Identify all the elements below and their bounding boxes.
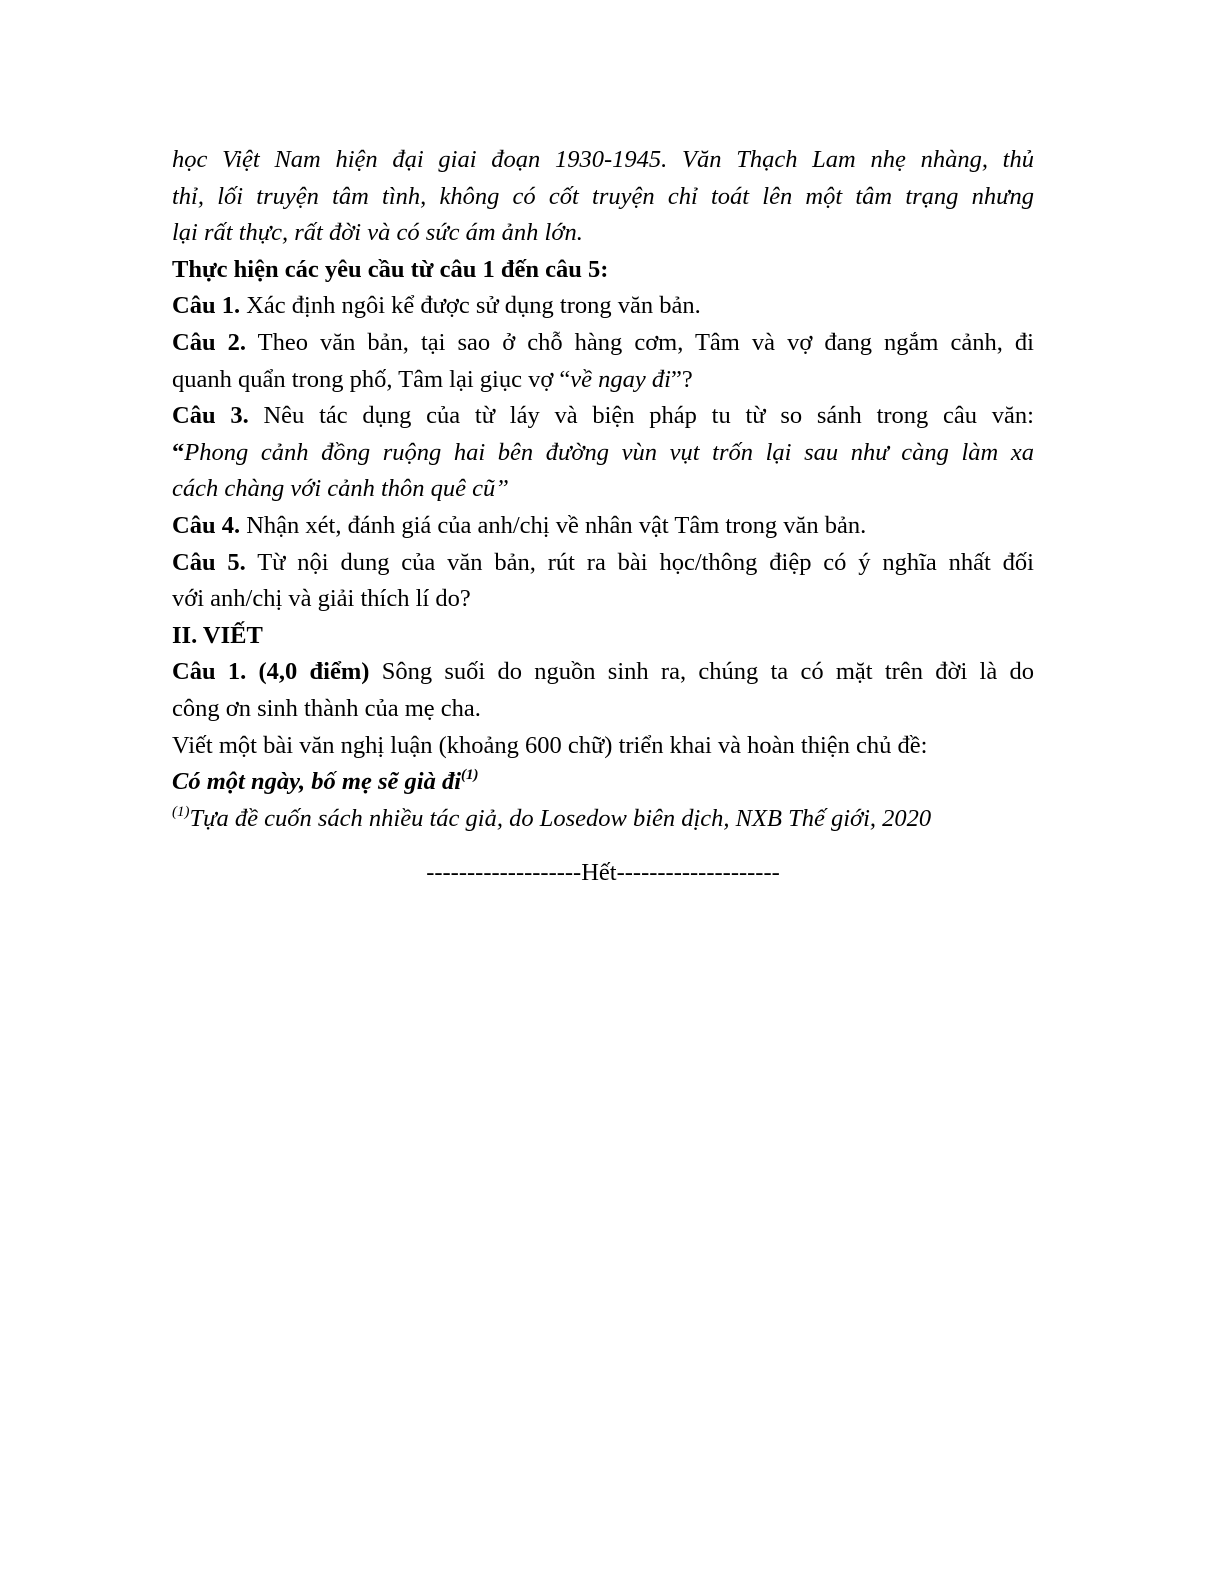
question-text: Sông suối do nguồn sinh ra, chúng ta có mặt trên đời là do — [369, 658, 1034, 686]
question-label: Câu 1. (4,0 điểm) — [172, 658, 370, 686]
instruction-heading: Thực hiện các yêu cầu từ câu 1 đến câu 5: — [172, 255, 609, 283]
question-text: quanh quẩn trong phố, Tâm lại giục vợ “ — [172, 365, 571, 393]
writing-question-1 — [172, 654, 1034, 691]
footnote-marker: (1) — [461, 767, 479, 784]
writing-topic — [172, 764, 1034, 801]
footnote-text: Tựa đề cuốn sách nhiều tác giả, do Losedow biên dịch, NXB Thế giới, 2020 — [189, 804, 932, 832]
question-1 — [172, 288, 1034, 325]
end-marker: -------------------Hết-------------------- — [426, 859, 780, 887]
question-5 — [172, 545, 1034, 582]
question-3-quote — [172, 435, 1034, 472]
question-4 — [172, 508, 1034, 545]
writing-task: Viết một bài văn nghị luận (khoảng 600 chữ) triển khai và hoàn thiện chủ đề: — [172, 731, 928, 759]
question-text: Theo văn bản, tại sao ở chỗ hàng cơm, Tâm và vợ đang ngắm cảnh, đi — [246, 328, 1034, 356]
question-text: ”? — [670, 365, 693, 393]
question-2 — [172, 325, 1034, 362]
question-label: Câu 2. — [172, 328, 246, 356]
question-3-quote-continued: cách chàng với cảnh thôn quê cũ” — [172, 475, 509, 503]
quote-text: Phong cảnh đồng ruộng hai bên đường vùn vụt trốn lại sau như càng làm xa — [184, 438, 1034, 466]
writing-question-1-continued: công ơn sinh thành của mẹ cha. — [172, 694, 481, 722]
quoted-phrase: về ngay đi — [570, 365, 671, 393]
intro-line-2: thỉ, lối truyện tâm tình, không có cốt truyện chỉ toát lên một tâm trạng nhưng — [172, 182, 1034, 210]
intro-line-1: học Việt Nam hiện đại giai đoạn 1930-1945. Văn Thạch Lam nhẹ nhàng, thủ — [172, 146, 1034, 173]
footnote-marker: (1) — [172, 803, 190, 820]
section-2-heading: II. VIẾT — [172, 621, 263, 649]
question-2-continued — [172, 362, 1034, 399]
footnote — [172, 801, 1034, 838]
topic-title: Có một ngày, bố mẹ sẽ già đi — [172, 768, 461, 796]
question-text: Nhận xét, đánh giá của anh/chị về nhân vật Tâm trong văn bản. — [240, 511, 867, 539]
question-label: Câu 4. — [172, 511, 241, 539]
question-text: Xác định ngôi kể được sử dụng trong văn bản. — [240, 292, 701, 320]
question-text: Từ nội dung của văn bản, rút ra bài học/thông điệp có ý nghĩa nhất đối — [245, 548, 1034, 576]
document-page — [172, 142, 1034, 892]
quote-open: “ — [172, 438, 185, 466]
intro-line-3: lại rất thực, rất đời và có sức ám ảnh lớn. — [172, 219, 583, 247]
question-label: Câu 1. — [172, 292, 241, 320]
question-5-continued: với anh/chị và giải thích lí do? — [172, 585, 471, 613]
question-text: Nêu tác dụng của từ láy và biện pháp tu từ so sánh trong câu văn: — [248, 402, 1034, 430]
question-label: Câu 3. — [172, 402, 249, 430]
question-label: Câu 5. — [172, 548, 246, 576]
question-3 — [172, 398, 1034, 435]
